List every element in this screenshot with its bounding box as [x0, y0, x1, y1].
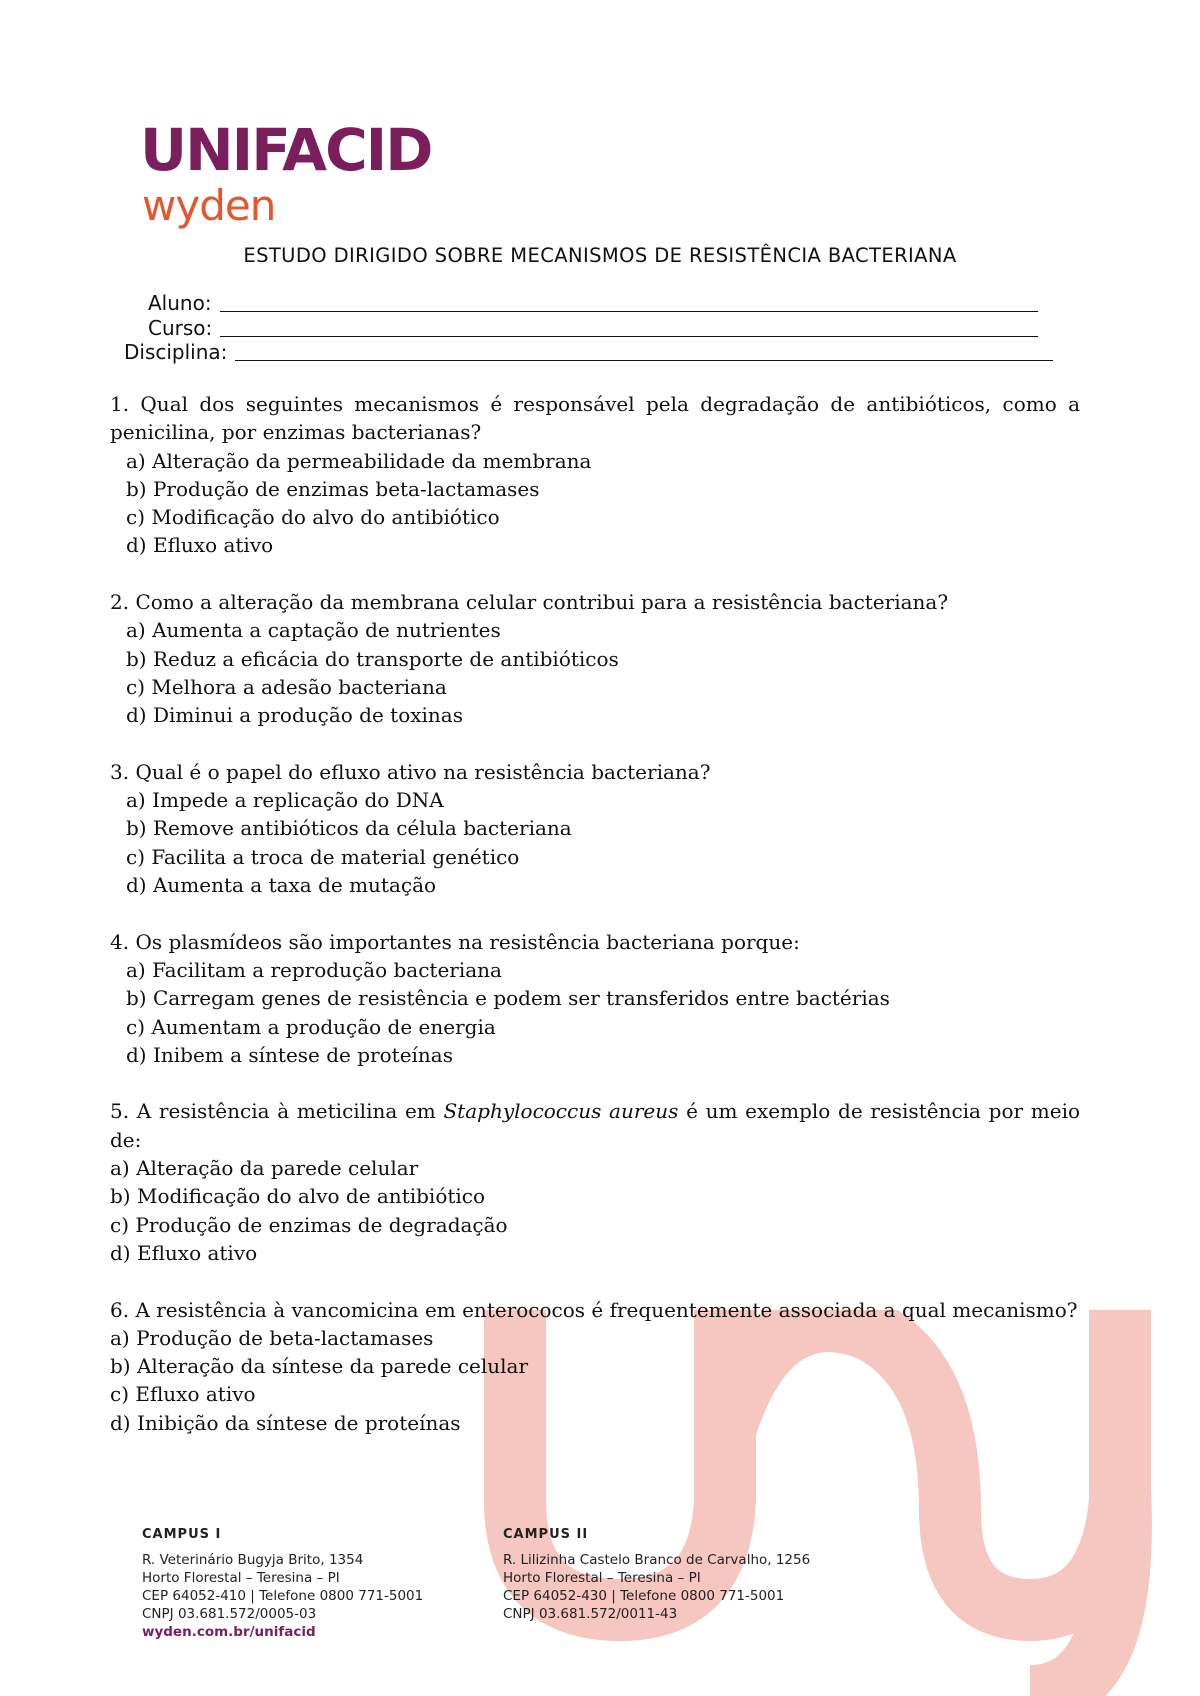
website-link[interactable]: wyden.com.br/unifacid — [142, 1624, 316, 1640]
question-1 — [110, 390, 1080, 560]
document-title: ESTUDO DIRIGIDO SOBRE MECANISMOS DE RESISTÊNCIA BACTERIANA — [243, 244, 957, 267]
question-4 — [110, 928, 1080, 1069]
campus-2-cnpj: CNPJ 03.681.572/0011-43 — [503, 1606, 678, 1622]
question-stem — [110, 1097, 1080, 1154]
option-c: c) Modificação do alvo do antibiótico — [126, 505, 500, 530]
question-2 — [110, 588, 1080, 729]
disciplina-blank-line — [235, 340, 1053, 361]
option-d: d) Aumenta a taxa de mutação — [126, 873, 437, 898]
disciplina-field — [124, 340, 1053, 364]
curso-blank-line — [220, 316, 1038, 337]
option-c: c) Melhora a adesão bacteriana — [126, 674, 447, 699]
option-c: c) Efluxo ativo — [110, 1382, 256, 1407]
option-b: b) Carregam genes de resistência e podem ser transferidos entre bactérias — [126, 986, 890, 1011]
campus-2-address: R. Lilizinha Castelo Branco de Carvalho, 1256 — [503, 1552, 811, 1568]
option-d: d) Inibição da síntese de proteínas — [110, 1410, 461, 1435]
option-b: b) Remove antibióticos da célula bacteriana — [126, 816, 572, 841]
option-a: a) Impede a replicação do DNA — [126, 788, 444, 813]
option-a: a) Aumenta a captação de nutrientes — [126, 618, 501, 643]
aluno-field — [148, 291, 1038, 315]
option-c: c) Aumentam a produção de energia — [126, 1014, 496, 1039]
campus-1-cnpj: CNPJ 03.681.572/0005-03 — [142, 1606, 317, 1622]
aluno-blank-line — [220, 291, 1038, 312]
question-stem: 6. A resistência à vancomicina em enterococos é frequentemente associada a qual mecanismo? — [110, 1297, 1078, 1322]
campus-2-title: CAMPUS II — [503, 1527, 589, 1542]
question-stem: 4. Os plasmídeos são importantes na resistência bacteriana porque: — [110, 929, 800, 954]
option-d: d) Efluxo ativo — [126, 533, 274, 558]
question-5 — [110, 1097, 1080, 1267]
question-list — [110, 390, 1080, 1465]
question-6 — [110, 1296, 1080, 1437]
campus-1-address: R. Veterinário Bugyja Brito, 1354 — [142, 1552, 364, 1568]
footer-campus-2 — [503, 1526, 810, 1623]
option-b: b) Alteração da síntese da parede celular — [110, 1354, 529, 1379]
question-stem: 1. Qual dos seguintes mecanismos é responsável pela degradação de antibióticos, como a penicilina, por enzimas bacterianas? — [110, 392, 1080, 445]
question-3 — [110, 758, 1080, 899]
question-stem: 2. Como a alteração da membrana celular contribui para a resistência bacteriana? — [110, 590, 949, 615]
option-d: d) Efluxo ativo — [110, 1240, 258, 1265]
campus-1-cep-phone: CEP 64052-410 | Telefone 0800 771-5001 — [142, 1588, 424, 1604]
option-b: b) Produção de enzimas beta-lactamases — [126, 476, 540, 501]
campus-2-district: Horto Florestal – Teresina – PI — [503, 1570, 701, 1586]
aluno-label: Aluno: — [148, 291, 212, 315]
campus-1-district: Horto Florestal – Teresina – PI — [142, 1570, 340, 1586]
option-c: c) Facilita a troca de material genético — [126, 844, 520, 869]
curso-label: Curso: — [148, 316, 213, 340]
option-c: c) Produção de enzimas de degradação — [110, 1212, 508, 1237]
stem-text-before: 5. A resistência à meticilina em — [110, 1099, 444, 1124]
question-stem: 3. Qual é o papel do efluxo ativo na resistência bacteriana? — [110, 759, 711, 784]
logo-unifacid: UNIFACID — [140, 116, 432, 184]
unifacid-wyden-logo — [140, 116, 432, 230]
campus-2-cep-phone: CEP 64052-430 | Telefone 0800 771-5001 — [503, 1588, 785, 1604]
option-a: a) Produção de beta-lactamases — [110, 1325, 434, 1350]
curso-field — [148, 316, 1038, 340]
logo-wyden: wyden — [142, 181, 276, 230]
stem-text-after: é um exemplo de resistência por meio de: — [110, 1099, 1081, 1152]
option-b: b) Reduz a eficácia do transporte de antibióticos — [126, 646, 619, 671]
option-d: d) Inibem a síntese de proteínas — [126, 1042, 453, 1067]
option-a: a) Facilitam a reprodução bacteriana — [126, 957, 502, 982]
footer-campus-1 — [142, 1526, 423, 1641]
option-b: b) Modificação do alvo de antibiótico — [110, 1184, 486, 1209]
option-d: d) Diminui a produção de toxinas — [126, 703, 463, 728]
stem-species-name: Staphylococcus aureus — [443, 1099, 679, 1124]
option-a: a) Alteração da permeabilidade da membrana — [126, 448, 592, 473]
campus-1-title: CAMPUS I — [142, 1527, 222, 1542]
disciplina-label: Disciplina: — [124, 340, 228, 364]
option-a: a) Alteração da parede celular — [110, 1156, 419, 1181]
